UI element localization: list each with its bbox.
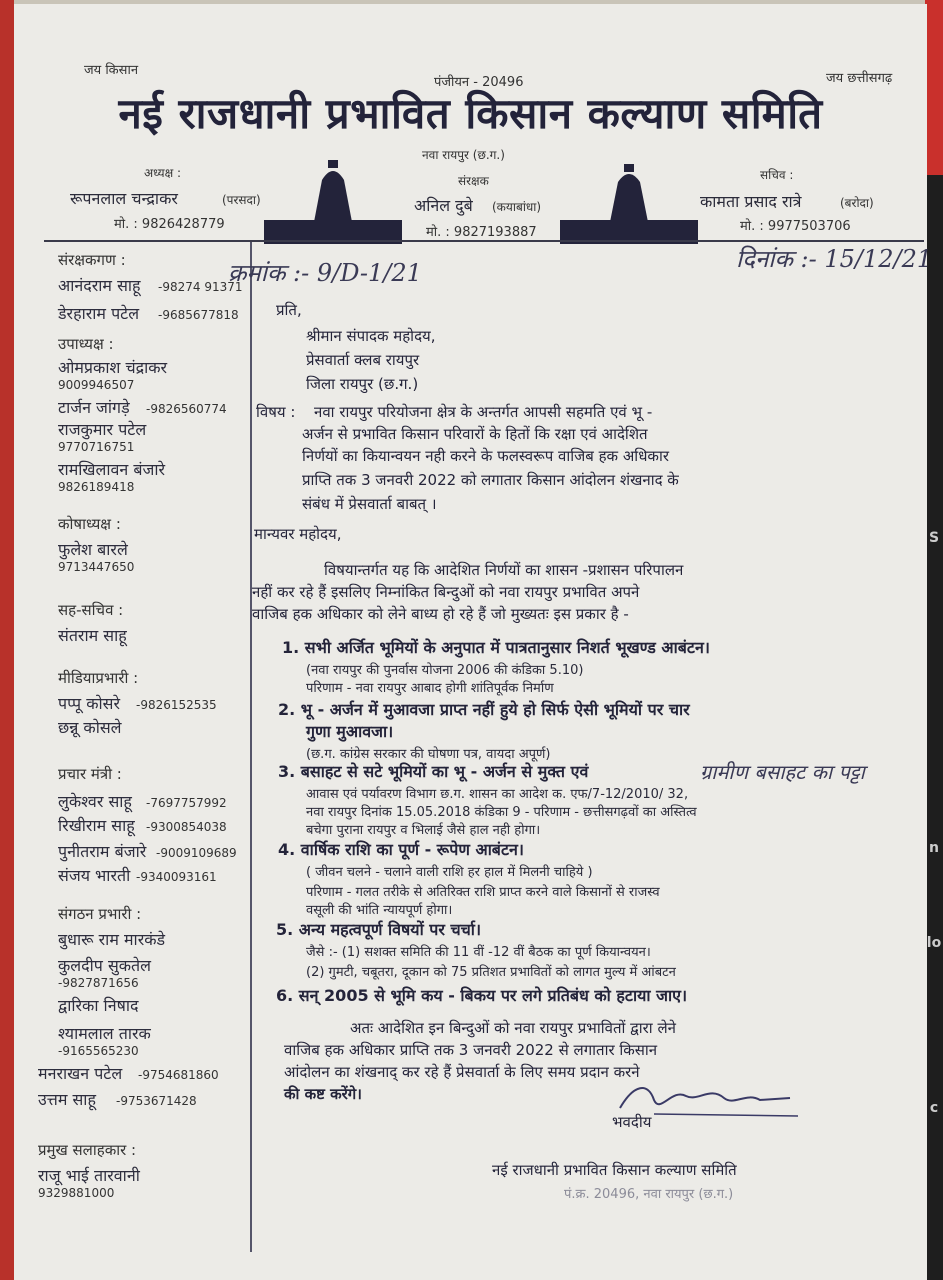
sidebar-heading-advisor: प्रमुख सलाहकार :: [38, 1141, 137, 1159]
letterhead-page: [14, 4, 933, 1280]
subject-line: अर्जन से प्रभावित किसान परिवारों के हितों कि रक्षा एवं आदेशित: [302, 425, 648, 443]
sidebar-heading-publicity: प्रचार मंत्री :: [58, 765, 122, 783]
patron-label: संरक्षक: [458, 174, 489, 188]
sidebar-member: रिखीराम साहू: [58, 816, 135, 835]
subject-label: विषय :: [256, 403, 296, 421]
sidebar-member: डेरहाराम पटेल: [58, 304, 140, 323]
header-right-slogan: जय छत्तीसगढ़: [826, 71, 893, 86]
point-4: 4. वार्षिक राशि का पूर्ण - रूपेण आबंटन।: [278, 840, 524, 859]
sidebar-member: फुलेश बारले: [58, 540, 128, 559]
point-2: 2. भू - अर्जन में मुआवजा प्राप्त नहीं हुये हो सिर्फ ऐसी भूमियों पर चार: [278, 700, 690, 719]
left-edge: [0, 0, 14, 1280]
letter-date: दिनांक :- 15/12/21: [736, 245, 933, 273]
paragraph-line: वाजिब हक अधिकार को लेने बाध्य हो रहे हैं जो मुख्यतः इस प्रकार है -: [252, 605, 629, 623]
president-mobile: मो. : 9826428779: [114, 217, 225, 232]
sidebar-member: राजकुमार पटेल: [58, 420, 147, 439]
sidebar-phone: -9826560774: [146, 402, 227, 416]
point-5: 5. अन्य महत्वपूर्ण विषयों पर चर्चा।: [276, 920, 482, 939]
address-line: श्रीमान संपादक महोदय,: [306, 327, 436, 345]
patron-mobile: मो. : 9827193887: [426, 225, 537, 240]
closing-line: आंदोलन का शंखनाद् कर रहे हैं प्रेसवार्ता के लिए समय प्रदान करने: [284, 1063, 640, 1081]
sidebar-heading-joint-secretary: सह-सचिव :: [58, 601, 124, 619]
sidebar-phone: -9300854038: [146, 820, 227, 834]
sidebar-phone: -9826152535: [136, 698, 217, 712]
point-3: 3. बसाहट से सटे भूमियों का भू - अर्जन से मुक्त एवं: [278, 762, 589, 781]
point-1-note: (नवा रायपुर की पुनर्वास योजना 2006 की कंडिका 5.10): [306, 663, 584, 678]
sidebar-member: बुधारू राम मारकंडे: [58, 930, 166, 949]
sidebar-member: पुनीतराम बंजारे: [58, 842, 147, 861]
point-2-cont: गुणा मुआवजा।: [306, 722, 394, 741]
sidebar-member: मनराखन पटेल: [38, 1064, 123, 1083]
point-5-item: जैसे :- (1) सशक्त समिति की 11 वीं -12 वीं बैठक का पूर्ण कियान्वयन।: [306, 945, 651, 960]
sidebar-phone: -7697757992: [146, 796, 227, 810]
secretary-mobile: मो. : 9977503706: [740, 219, 851, 234]
point-3-handwritten: ग्रामीण बसाहट का पट्टा: [700, 760, 865, 784]
header-left-slogan: जय किसान: [84, 63, 139, 78]
registration-number: पंजीयन - 20496: [434, 75, 524, 90]
paragraph-line: विषयान्तर्गत यह कि आदेशित निर्णयों का शासन -प्रशासन परिपालन: [324, 561, 684, 579]
organization-stamp: पं.क्र. 20496, नवा रायपुर (छ.ग.): [564, 1187, 734, 1202]
sidebar-phone: 9770716751: [58, 440, 135, 454]
tower-emblem-right: [560, 164, 698, 244]
point-4-result: परिणाम - गलत तरीके से अतिरिक्त राशि प्राप्त करने वाले किसानों से राजस्व: [306, 885, 660, 900]
sidebar-member: उत्तम साहू: [38, 1090, 96, 1109]
secretary-label: सचिव :: [760, 168, 794, 182]
point-5-item: (2) गुमटी, चबूतरा, दूकान को 75 प्रतिशत प्रभावितों को लागत मुल्य में आंबटन: [306, 965, 676, 980]
point-1-result: परिणाम - नवा रायपुर आबाद होगी शांतिपूर्वक निर्माण: [306, 681, 554, 696]
sidebar-phone: 9713447650: [58, 560, 135, 574]
sidebar-phone: -9340093161: [136, 870, 217, 884]
sidebar-phone: -9009109689: [156, 846, 237, 860]
sidebar-phone: 9009946507: [58, 378, 135, 392]
point-4-note: ( जीवन चलने - चलाने वाली राशि हर हाल में मिलनी चाहिये ): [306, 865, 593, 880]
sidebar-phone: 9826189418: [58, 480, 135, 494]
point-4-result-cont: वसूली की भांति न्यायपूर्ण होगा।: [306, 903, 453, 918]
organization-location: नवा रायपुर (छ.ग.): [422, 148, 505, 162]
closing-line: वाजिब हक अधिकार प्राप्ति तक 3 जनवरी 2022 से लगातार किसान: [284, 1041, 658, 1059]
point-1: 1. सभी अर्जित भूमियों के अनुपात में पात्रतानुसार निशर्त भूखण्ड आबंटन।: [282, 638, 710, 657]
organization-title: नई राजधानी प्रभावित किसान कल्याण समिति: [118, 89, 823, 138]
right-edge-background: S n lo c: [925, 0, 943, 1280]
secretary-name: कामता प्रसाद रात्रे: [700, 192, 802, 211]
sidebar-heading-treasurer: कोषाध्यक्ष :: [58, 515, 121, 533]
sidebar-phone: -9685677818: [158, 308, 239, 322]
address-line: प्रेसवार्ता क्लब रायपुर: [306, 351, 420, 369]
sidebar-member: राजू भाई तारवानी: [38, 1166, 140, 1185]
subject-line: निर्णयों का कियान्वयन नही करने के फलस्वरूप वाजिब हक अधिकार: [302, 447, 669, 465]
secretary-place: (बरोदा): [840, 196, 874, 210]
sidebar-heading-vice-presidents: उपाध्यक्ष :: [58, 335, 114, 353]
address-line: जिला रायपुर (छ.ग.): [306, 375, 419, 393]
sidebar-member: पप्पू कोसरे: [58, 694, 120, 713]
point-3-line: आवास एवं पर्यावरण विभाग छ.ग. शासन का आदेश क. एफ/7-12/2010/ 32,: [306, 787, 689, 802]
regards: भवदीय: [612, 1113, 652, 1131]
sidebar-member: द्वारिका निषाद: [58, 996, 139, 1015]
salutation: मान्यवर महोदय,: [254, 525, 342, 543]
sidebar-member: श्यामलाल तारक: [58, 1024, 151, 1043]
paragraph-line: नहीं कर रहे हैं इसलिए निम्नांकित बिन्दुओं को नवा रायपुर प्रभावित अपने: [252, 583, 640, 601]
sidebar-phone: -9165565230: [58, 1044, 139, 1058]
subject-line: प्राप्ति तक 3 जनवरी 2022 को लगातार किसान आंदोलन शंखनाद के: [302, 471, 679, 489]
sidebar-member: ओमप्रकाश चंद्राकर: [58, 358, 168, 377]
sidebar-phone: -9827871656: [58, 976, 139, 990]
sidebar-member: रामखिलावन बंजारे: [58, 460, 166, 479]
sidebar-heading-organization: संगठन प्रभारी :: [58, 905, 142, 923]
sidebar-heading-media: मीडियाप्रभारी :: [58, 669, 139, 687]
point-3-line: नवा रायपुर दिनांक 15.05.2018 कंडिका 9 - परिणाम - छत्तीसगढ़वों का अस्तित्व: [306, 805, 697, 820]
sidebar-divider: [250, 242, 252, 1252]
subject-line: संबंध में प्रेसवार्ता बाबत् ।: [302, 495, 437, 513]
sidebar-member: लुकेश्वर साहू: [58, 792, 132, 811]
sidebar-member: संतराम साहू: [58, 626, 127, 645]
subject-line: नवा रायपुर परियोजना क्षेत्र के अन्तर्गत आपसी सहमति एवं भू -: [314, 403, 653, 421]
reference-number: क्रमांक :- 9/D-1/21: [228, 259, 422, 287]
point-2-note: (छ.ग. कांग्रेस सरकार की घोषणा पत्र, वायदा अपूर्ण): [306, 747, 551, 762]
sidebar-member: आनंदराम साहू: [58, 276, 141, 295]
sidebar-heading-patrons: संरक्षकगण :: [58, 251, 126, 269]
sidebar-member: टार्जन जांगड़े: [58, 398, 130, 417]
president-label: अध्यक्ष :: [144, 166, 182, 180]
patron-name: अनिल दुबे: [414, 196, 473, 215]
president-place: (परसदा): [222, 193, 261, 207]
sidebar-phone: -9754681860: [138, 1068, 219, 1082]
point-3-line: बचेगा पुराना रायपुर व भिलाई जैसे हाल नही होगा।: [306, 823, 541, 838]
tower-emblem-left: [264, 160, 402, 244]
letter-to: प्रति,: [276, 301, 302, 319]
closing-line: अतः आदेशित इन बिन्दुओं को नवा रायपुर प्रभावितों द्वारा लेने: [350, 1019, 676, 1037]
sidebar-phone: -98274 91371: [158, 280, 243, 294]
sidebar-member: कुलदीप सुकतेल: [58, 956, 152, 975]
signing-organization: नई राजधानी प्रभावित किसान कल्याण समिति: [492, 1161, 737, 1179]
point-6: 6. सन् 2005 से भूमि कय - बिकय पर लगे प्रतिबंध को हटाया जाए।: [276, 986, 688, 1005]
sidebar-member: संजय भारती: [58, 866, 131, 885]
closing-line: की कष्ट करेंगे।: [284, 1085, 362, 1103]
sidebar-phone: 9329881000: [38, 1186, 115, 1200]
president-name: रूपनलाल चन्द्राकर: [70, 189, 178, 208]
sidebar-member: छन्नू कोसले: [58, 718, 122, 737]
patron-place: (कयाबांधा): [492, 200, 542, 214]
sidebar-phone: -9753671428: [116, 1094, 197, 1108]
